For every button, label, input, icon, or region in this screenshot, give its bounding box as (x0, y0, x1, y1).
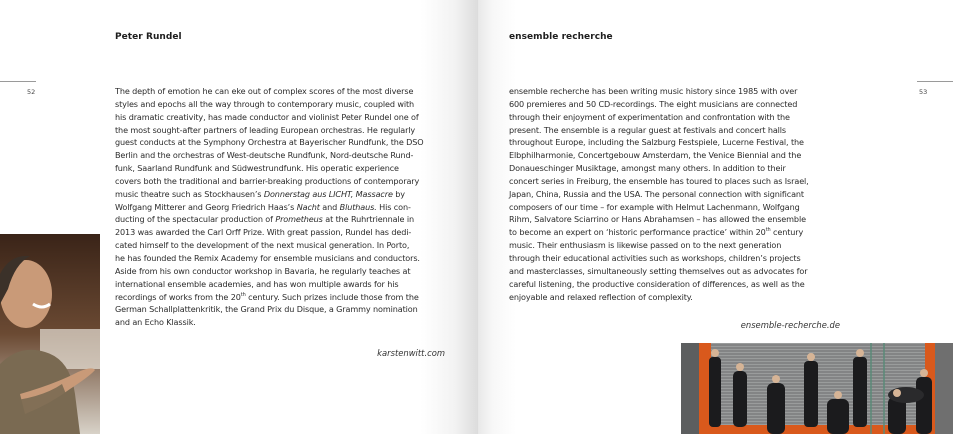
left-page-line (115, 303, 424, 316)
text-run: throughout Europe, including the Salzburg Festspiele, Lucerne Festival, the (509, 137, 804, 148)
conductor-photo-image (0, 234, 100, 434)
left-page-line (115, 98, 424, 111)
italic-title: Prometheus (275, 214, 323, 225)
text-run: Rihm, Salvatore Sciarrino or Hans Abrahamsen – has allowed the ensemble (509, 214, 806, 225)
left-page-heading: Peter Rundel (115, 32, 182, 42)
text-run: and an Echo Klassik. (115, 317, 196, 328)
left-page-line (115, 252, 424, 265)
left-page-rule (0, 81, 36, 82)
text-run: 2013 was awarded the Carl Orff Prize. With great passion, Rundel has dedi- (115, 227, 412, 238)
text-run: by (392, 188, 405, 199)
left-page-line (115, 239, 424, 252)
text-run: Elbphilharmonie, Concertgebouw Amsterdam, the Venice Biennial and the (509, 150, 802, 161)
left-page-line (115, 124, 424, 137)
right-page-body (509, 85, 809, 303)
right-page-line (509, 239, 809, 252)
text-run: His con- (376, 201, 411, 212)
text-run: concert series in Freiburg, the ensemble has toured to places such as Israel, (509, 175, 809, 186)
left-page-line (115, 136, 424, 149)
text-run: his dramatic creativity, has made conductor and violinist Peter Rundel one of (115, 111, 419, 122)
text-run: careful listening, the productive consideration of differences, as well as the (509, 278, 805, 289)
text-run: German Schallplattenkritik, the Grand Prix du Disque, a Grammy nomination (115, 304, 418, 315)
text-run: century. Such prizes include those from the (245, 291, 419, 302)
ordinal-suffix: th (240, 291, 246, 298)
text-run: styles and epochs all the way through to contemporary music, coupled with (115, 98, 415, 109)
right-page-line (509, 201, 809, 214)
right-page-line (509, 175, 809, 188)
right-page-line (509, 111, 809, 124)
text-run: at the Ruhrtriennale in (322, 214, 415, 225)
left-page-line (115, 291, 424, 304)
right-page-line (509, 252, 809, 265)
text-run: the most sought-after partners of leading European orchestras. He regularly (115, 124, 416, 135)
text-run: and masterclasses, simultaneously setting themselves out as advocates for (509, 265, 808, 276)
left-page-line (115, 201, 424, 214)
left-page-number: 52 (27, 88, 36, 96)
text-run: century (770, 227, 804, 238)
right-page-line (509, 98, 809, 111)
text-run: and (319, 201, 340, 212)
italic-title: Bluthaus. (339, 201, 377, 212)
right-page-line (509, 85, 809, 98)
left-page-credit: karstenwitt.com (377, 348, 445, 358)
text-run: Berlin and the orchestras of West-deutsche Rundfunk, Nord-deutsche Rund- (115, 150, 414, 161)
right-page-number: 53 (919, 88, 928, 96)
left-page-body (115, 85, 424, 329)
text-run: to become an expert on ‘historic performance practice’ within 20 (509, 227, 766, 238)
text-run: cated himself to the development of the next musical generation. In Porto, (115, 240, 410, 251)
text-run: international ensemble academies, and has won multiple awards for his (115, 278, 399, 289)
text-run: enjoyable and relaxed reflection of complexity. (509, 291, 693, 302)
italic-title: Nacht (296, 201, 320, 212)
left-page-line (115, 175, 424, 188)
text-run: funk, Saarland Rundfunk and Südwestrundfunk. His operatic experience (115, 163, 399, 174)
text-run: The depth of emotion he can eke out of complex scores of the most diverse (115, 86, 414, 96)
left-page-line (115, 278, 424, 291)
left-page-line (115, 226, 424, 239)
right-page-line (509, 291, 809, 304)
text-run: through their educational activities such as workshops, children’s projects (509, 252, 801, 263)
right-page-line (509, 136, 809, 149)
text-run: music theatre such as Stockhausen’s (115, 188, 264, 199)
text-run: composers of our time – for example with Helmut Lachenmann, Wolfgang (509, 201, 800, 212)
text-run: Japan, China, Russia and the USA. The personal connection with significant (509, 188, 804, 199)
right-page-line (509, 162, 809, 175)
text-run: he has founded the Remix Academy for ensemble musicians and conductors. (115, 252, 420, 263)
text-run: Donaueschinger Musiktage, amongst many others. In addition to their (509, 163, 786, 174)
right-page-heading: ensemble recherche (509, 32, 613, 42)
text-run: guest conducts at the Symphony Orchestra at Bayerischer Rundfunk, the DSO (115, 137, 424, 148)
text-run: recordings of works from the 20 (115, 291, 241, 302)
right-page-line (509, 278, 809, 291)
text-run: through their enjoyment of experimentation and confrontation with the (509, 111, 790, 122)
right-page-line (509, 124, 809, 137)
ordinal-suffix: th (765, 227, 771, 234)
left-page-line (115, 111, 424, 124)
text-run: music. Their enthusiasm is likewise passed on to the next generation (509, 240, 782, 251)
ensemble-photo (681, 343, 953, 434)
right-page-credit: ensemble-recherche.de (740, 320, 840, 330)
text-run: present. The ensemble is a regular guest at festivals and concert halls (509, 124, 787, 135)
italic-title: Donnerstag aus LICHT, Massacre (263, 188, 393, 199)
right-page-rule (917, 81, 953, 82)
left-page-line (115, 213, 424, 226)
text-run: covers both the traditional and barrier-breaking productions of contemporary (115, 175, 420, 186)
text-run: ensemble recherche has been writing music history since 1985 with over (509, 86, 798, 96)
left-page-line (115, 85, 424, 98)
left-page-line (115, 265, 424, 278)
right-page-line (509, 213, 809, 226)
text-run: Wolfgang Mitterer and Georg Friedrich Haas’s (115, 201, 297, 212)
text-run: ducting of the spectacular production of (115, 214, 276, 225)
left-page-line (115, 316, 424, 329)
left-page-line (115, 188, 424, 201)
text-run: 600 premieres and 50 CD-recordings. The eight musicians are connected (509, 98, 798, 109)
text-run: Aside from his own conductor workshop in Bavaria, he regularly teaches at (115, 265, 411, 276)
right-page (478, 0, 953, 434)
right-page-line (509, 265, 809, 278)
left-page-line (115, 162, 424, 175)
ensemble-photo-image (681, 343, 953, 434)
right-page-line (509, 149, 809, 162)
right-page-line (509, 226, 809, 239)
conductor-photo (0, 234, 100, 434)
left-page-line (115, 149, 424, 162)
right-page-line (509, 188, 809, 201)
